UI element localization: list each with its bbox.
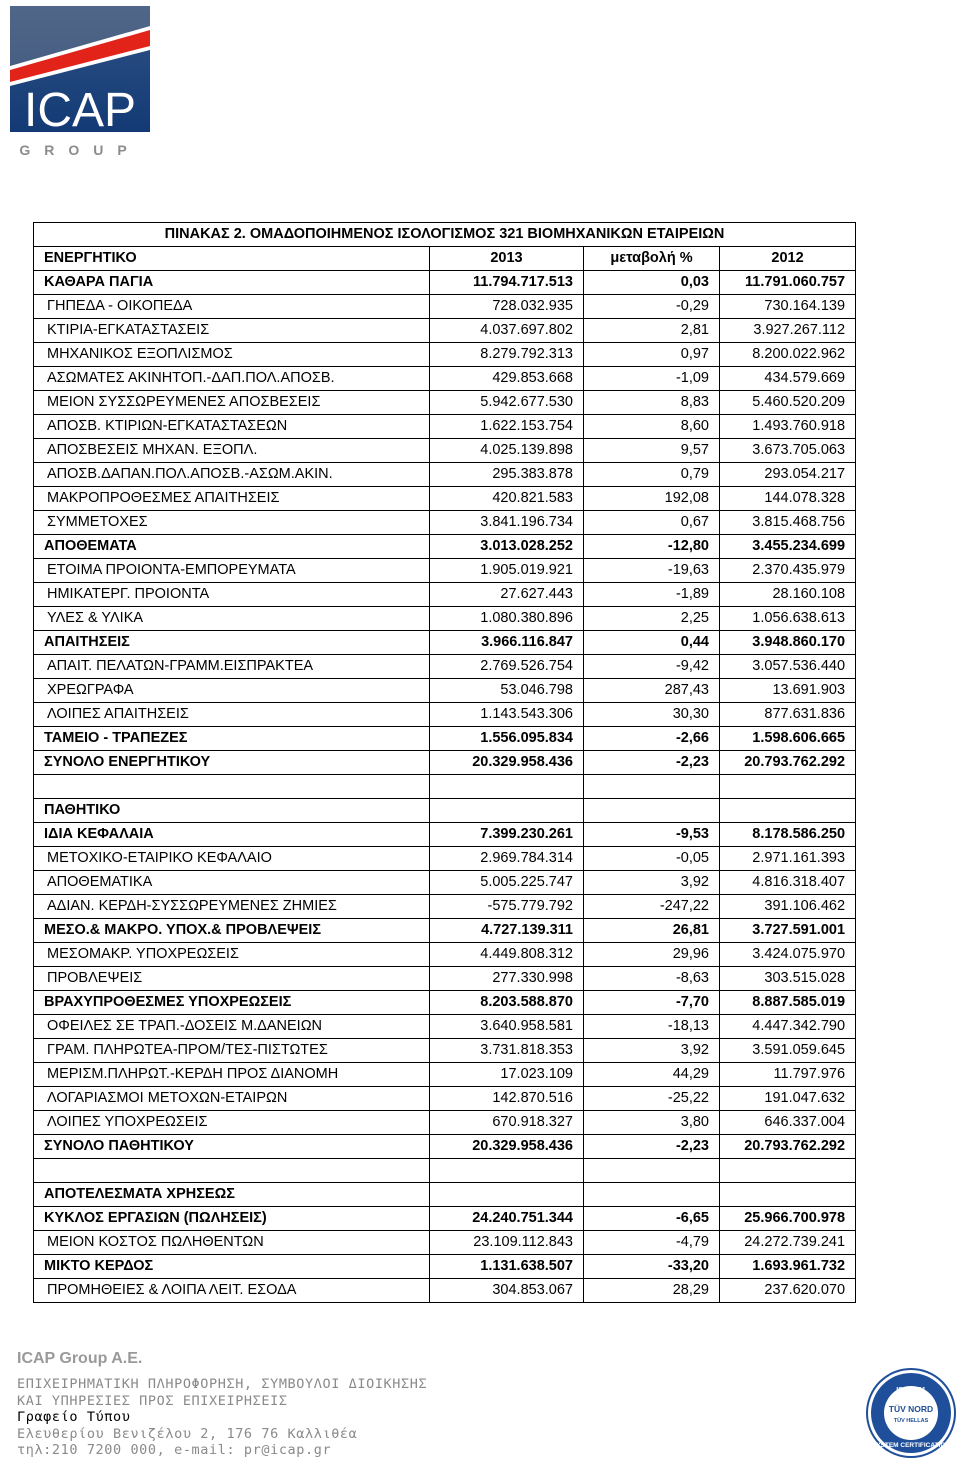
row-value-2012: 24.272.739.241 [720, 1231, 856, 1255]
row-label: ΑΠΟΣΒΕΣΕΙΣ ΜΗΧΑΝ. ΕΞΟΠΛ. [34, 439, 430, 463]
row-value-2012: 303.515.028 [720, 967, 856, 991]
table-row [34, 703, 856, 727]
row-label: ΑΠΟΘΕΜΑΤΑ [34, 535, 430, 559]
row-change-pct [584, 1159, 720, 1183]
row-change-pct: -8,63 [584, 967, 720, 991]
table-row [34, 655, 856, 679]
row-label: ΚΤΙΡΙΑ-ΕΓΚΑΤΑΣΤΑΣΕΙΣ [34, 319, 430, 343]
row-label: ΓΡΑΜ. ΠΛΗΡΩΤΕΑ-ΠΡΟΜ/ΤΕΣ-ΠΙΣΤΩΤΕΣ [34, 1039, 430, 1063]
row-value-2013: 277.330.998 [430, 967, 584, 991]
table-row [34, 1087, 856, 1111]
table-row [34, 1183, 856, 1207]
table-title-row [34, 223, 856, 247]
table-row [34, 1255, 856, 1279]
row-change-pct [584, 799, 720, 823]
row-value-2012: 11.791.060.757 [720, 271, 856, 295]
row-value-2013: 8.279.792.313 [430, 343, 584, 367]
row-label: ΜΕΙΟΝ ΣΥΣΣΩΡΕΥΜΕΝΕΣ ΑΠΟΣΒΕΣΕΙΣ [34, 391, 430, 415]
row-label: ΤΑΜΕΙΟ - ΤΡΑΠΕΖΕΣ [34, 727, 430, 751]
row-label: ΜΕΤΟΧΙΚΟ-ΕΤΑΙΡΙΚΟ ΚΕΦΑΛΑΙΟ [34, 847, 430, 871]
tuv-certification-seal [866, 1368, 956, 1458]
row-change-pct: -4,79 [584, 1231, 720, 1255]
row-value-2013 [430, 799, 584, 823]
row-value-2013: 11.794.717.513 [430, 271, 584, 295]
row-change-pct: -7,70 [584, 991, 720, 1015]
row-value-2013: 728.032.935 [430, 295, 584, 319]
row-value-2013 [430, 1159, 584, 1183]
table-row [34, 295, 856, 319]
row-label: ΗΜΙΚΑΤΕΡΓ. ΠΡΟΙΟΝΤΑ [34, 583, 430, 607]
row-change-pct: 0,79 [584, 463, 720, 487]
row-value-2012: 1.056.638.613 [720, 607, 856, 631]
row-change-pct: 8,60 [584, 415, 720, 439]
row-value-2013: 23.109.112.843 [430, 1231, 584, 1255]
row-label: ΜΕΣΟΜΑΚΡ. ΥΠΟΧΡΕΩΣΕΙΣ [34, 943, 430, 967]
row-value-2013: 4.025.139.898 [430, 439, 584, 463]
row-value-2012: 3.455.234.699 [720, 535, 856, 559]
row-change-pct [584, 775, 720, 799]
table-row [34, 559, 856, 583]
row-label: ΥΛΕΣ & ΥΛΙΚΑ [34, 607, 430, 631]
row-label: ΙΔΙΑ ΚΕΦΑΛΑΙΑ [34, 823, 430, 847]
table-row [34, 583, 856, 607]
row-value-2013: 5.942.677.530 [430, 391, 584, 415]
table-row [34, 1231, 856, 1255]
table-row [34, 871, 856, 895]
table-row [34, 823, 856, 847]
row-value-2012: 3.591.059.645 [720, 1039, 856, 1063]
row-value-2012: 20.793.762.292 [720, 751, 856, 775]
row-value-2013: 1.622.153.754 [430, 415, 584, 439]
row-change-pct: -2,66 [584, 727, 720, 751]
row-value-2013: 3.966.116.847 [430, 631, 584, 655]
row-value-2013: 4.449.808.312 [430, 943, 584, 967]
seal-sub-text: TÜV HELLAS [893, 1418, 929, 1424]
row-change-pct: 29,96 [584, 943, 720, 967]
row-label: ΧΡΕΩΓΡΑΦΑ [34, 679, 430, 703]
row-value-2012: 434.579.669 [720, 367, 856, 391]
table-row [34, 775, 856, 799]
row-change-pct: 30,30 [584, 703, 720, 727]
row-value-2013: 1.143.543.306 [430, 703, 584, 727]
row-label: ΑΠΟΘΕΜΑΤΙΚΑ [34, 871, 430, 895]
row-label [34, 1159, 430, 1183]
row-value-2012: 3.673.705.063 [720, 439, 856, 463]
row-value-2012: 8.200.022.962 [720, 343, 856, 367]
row-label: ΜΗΧΑΝΙΚΟΣ ΕΞΟΠΛΙΣΜΟΣ [34, 343, 430, 367]
table-row [34, 943, 856, 967]
row-change-pct: 44,29 [584, 1063, 720, 1087]
table-row [34, 991, 856, 1015]
row-label: ΠΡΟΜΗΘΕΙΕΣ & ΛΟΙΠΑ ΛΕΙΤ. ΕΣΟΔΑ [34, 1279, 430, 1303]
logo-brand-text: ICAP [23, 84, 137, 137]
table-row [34, 1207, 856, 1231]
row-value-2013: 429.853.668 [430, 367, 584, 391]
row-change-pct: -0,05 [584, 847, 720, 871]
row-value-2013: 7.399.230.261 [430, 823, 584, 847]
row-change-pct: -18,13 [584, 1015, 720, 1039]
icap-group-logo [10, 6, 150, 158]
row-value-2012: 3.057.536.440 [720, 655, 856, 679]
row-label: ΑΔΙΑΝ. ΚΕΡΔΗ-ΣΥΣΣΩΡΕΥΜΕΝΕΣ ΖΗΜΙΕΣ [34, 895, 430, 919]
row-label: ΣΥΝΟΛΟ ΠΑΘΗΤΙΚΟΥ [34, 1135, 430, 1159]
row-value-2013: 53.046.798 [430, 679, 584, 703]
row-change-pct: -9,42 [584, 655, 720, 679]
row-label [34, 775, 430, 799]
row-value-2012: 25.966.700.978 [720, 1207, 856, 1231]
row-value-2013: 420.821.583 [430, 487, 584, 511]
row-change-pct: 0,97 [584, 343, 720, 367]
footer [17, 1350, 427, 1459]
footer-line-3: Γραφείο Τύπου [17, 1409, 131, 1425]
row-change-pct: -9,53 [584, 823, 720, 847]
row-value-2012: 3.815.468.756 [720, 511, 856, 535]
row-change-pct: 2,81 [584, 319, 720, 343]
row-change-pct: 26,81 [584, 919, 720, 943]
row-value-2012: 191.047.632 [720, 1087, 856, 1111]
table-row [34, 631, 856, 655]
seal-ring-text: SYSTEM CERTIFICATION [871, 1442, 951, 1449]
row-label: ΑΠΟΣΒ.ΔΑΠΑΝ.ΠΟΛ.ΑΠΟΣΒ.-ΑΣΩΜ.ΑΚΙΝ. [34, 463, 430, 487]
table-row [34, 271, 856, 295]
row-value-2013: 2.769.526.754 [430, 655, 584, 679]
table-row [34, 607, 856, 631]
row-value-2013 [430, 775, 584, 799]
table-row [34, 319, 856, 343]
row-value-2013: 3.013.028.252 [430, 535, 584, 559]
row-change-pct: -2,23 [584, 1135, 720, 1159]
row-label: ΛΟΙΠΕΣ ΑΠΑΙΤΗΣΕΙΣ [34, 703, 430, 727]
row-value-2013: 20.329.958.436 [430, 751, 584, 775]
table-row [34, 727, 856, 751]
row-change-pct: 3,80 [584, 1111, 720, 1135]
row-value-2012: 13.691.903 [720, 679, 856, 703]
row-change-pct: -1,89 [584, 583, 720, 607]
row-label: ΠΡΟΒΛΕΨΕΙΣ [34, 967, 430, 991]
row-value-2012: 2.971.161.393 [720, 847, 856, 871]
footer-line-4: Ελευθερίου Βενιζέλου 2, 176 76 Καλλιθέα [17, 1425, 358, 1442]
logo-sub-text: GROUP [19, 142, 141, 158]
row-value-2013: 4.037.697.802 [430, 319, 584, 343]
row-value-2012: 730.164.139 [720, 295, 856, 319]
row-label: ΜΙΚΤΟ ΚΕΡΔΟΣ [34, 1255, 430, 1279]
row-value-2012: 3.727.591.001 [720, 919, 856, 943]
table-title: ΠΙΝΑΚΑΣ 2. ΟΜΑΔΟΠΟΙΗΜΕΝΟΣ ΙΣΟΛΟΓΙΣΜΟΣ 321 ΒΙΟΜΗΧΑΝΙΚΩΝ ΕΤΑΙΡΕΙΩΝ [34, 223, 856, 247]
row-value-2012: 877.631.836 [720, 703, 856, 727]
row-value-2013: 4.727.139.311 [430, 919, 584, 943]
row-change-pct: 2,25 [584, 607, 720, 631]
row-change-pct: 3,92 [584, 1039, 720, 1063]
row-value-2012: 28.160.108 [720, 583, 856, 607]
table-row [34, 847, 856, 871]
table-row [34, 1063, 856, 1087]
row-value-2013: 304.853.067 [430, 1279, 584, 1303]
footer-line-5: τηλ:210 7200 000, e-mail: pr@icap.gr [17, 1442, 332, 1458]
row-change-pct: -247,22 [584, 895, 720, 919]
row-change-pct: 28,29 [584, 1279, 720, 1303]
table-row [34, 511, 856, 535]
row-change-pct: 287,43 [584, 679, 720, 703]
row-value-2012: 3.424.075.970 [720, 943, 856, 967]
row-value-2012: 1.693.961.732 [720, 1255, 856, 1279]
table-row [34, 1279, 856, 1303]
row-value-2012: 5.460.520.209 [720, 391, 856, 415]
row-value-2012: 3.927.267.112 [720, 319, 856, 343]
row-value-2013: 24.240.751.344 [430, 1207, 584, 1231]
row-value-2013: 1.080.380.896 [430, 607, 584, 631]
seal-brand-text: TÜV NORD [888, 1404, 934, 1414]
row-label: ΜΕΣΟ.& ΜΑΚΡΟ. ΥΠΟΧ.& ΠΡΟΒΛΕΨΕΙΣ [34, 919, 430, 943]
row-value-2013: 3.841.196.734 [430, 511, 584, 535]
row-value-2013: 670.918.327 [430, 1111, 584, 1135]
table-row [34, 367, 856, 391]
row-label: ΑΠΑΙΤΗΣΕΙΣ [34, 631, 430, 655]
row-label: ΛΟΓΑΡΙΑΣΜΟΙ ΜΕΤΟΧΩΝ-ΕΤΑΙΡΩΝ [34, 1087, 430, 1111]
table-row [34, 1111, 856, 1135]
row-label: ΑΠΟΤΕΛΕΣΜΑΤΑ ΧΡΗΣΕΩΣ [34, 1183, 430, 1207]
row-value-2013: 1.131.638.507 [430, 1255, 584, 1279]
row-change-pct: -2,23 [584, 751, 720, 775]
row-value-2013: 20.329.958.436 [430, 1135, 584, 1159]
row-value-2012: 4.816.318.407 [720, 871, 856, 895]
table-row [34, 895, 856, 919]
row-value-2012: 20.793.762.292 [720, 1135, 856, 1159]
row-change-pct: -6,65 [584, 1207, 720, 1231]
footer-line-1: ΕΠΙΧΕΙΡΗΜΑΤΙΚΗ ΠΛΗΡΟΦΟΡΗΣΗ, ΣΥΜΒΟΥΛΟΙ ΔΙΟΙΚΗΣΗΣ [17, 1376, 428, 1392]
row-value-2013: 295.383.878 [430, 463, 584, 487]
row-change-pct: -12,80 [584, 535, 720, 559]
row-value-2012: 11.797.976 [720, 1063, 856, 1087]
row-value-2012: 1.493.760.918 [720, 415, 856, 439]
row-value-2013: 142.870.516 [430, 1087, 584, 1111]
row-label: ΜΑΚΡΟΠΡΟΘΕΣΜΕΣ ΑΠΑΙΤΗΣΕΙΣ [34, 487, 430, 511]
row-value-2012: 3.948.860.170 [720, 631, 856, 655]
row-label: ΑΣΩΜΑΤΕΣ ΑΚΙΝΗΤΟΠ.-ΔΑΠ.ΠΟΛ.ΑΠΟΣΒ. [34, 367, 430, 391]
row-value-2012 [720, 1159, 856, 1183]
row-value-2012: 144.078.328 [720, 487, 856, 511]
row-label: ΕΤΟΙΜΑ ΠΡΟΙΟΝΤΑ-ΕΜΠΟΡΕΥΜΑΤΑ [34, 559, 430, 583]
header-label: ΕΝΕΡΓΗΤΙΚΟ [34, 247, 430, 271]
row-change-pct: -0,29 [584, 295, 720, 319]
row-value-2013: 17.023.109 [430, 1063, 584, 1087]
table-row [34, 1039, 856, 1063]
row-value-2012: 391.106.462 [720, 895, 856, 919]
row-value-2012: 4.447.342.790 [720, 1015, 856, 1039]
balance-sheet-table [33, 222, 856, 1303]
row-label: ΓΗΠΕΔΑ - ΟΙΚΟΠΕΔΑ [34, 295, 430, 319]
row-change-pct: -33,20 [584, 1255, 720, 1279]
footer-line-2: ΚΑΙ ΥΠΗΡΕΣΙΕΣ ΠΡΟΣ ΕΠΙΧΕΙΡΗΣΕΙΣ [17, 1392, 288, 1409]
table-row [34, 919, 856, 943]
table-row [34, 1159, 856, 1183]
row-value-2012 [720, 775, 856, 799]
row-label: ΠΑΘΗΤΙΚΟ [34, 799, 430, 823]
row-value-2013: 3.640.958.581 [430, 1015, 584, 1039]
row-label: ΑΠΟΣΒ. ΚΤΙΡΙΩΝ-ΕΓΚΑΤΑΣΤΑΣΕΩΝ [34, 415, 430, 439]
row-label: ΑΠΑΙΤ. ΠΕΛΑΤΩΝ-ΓΡΑΜΜ.ΕΙΣΠΡΑΚΤΕΑ [34, 655, 430, 679]
table-row [34, 391, 856, 415]
row-label: ΣΥΝΟΛΟ ΕΝΕΡΓΗΤΙΚΟΥ [34, 751, 430, 775]
table-row [34, 1015, 856, 1039]
row-value-2013: 1.905.019.921 [430, 559, 584, 583]
row-value-2013: 3.731.818.353 [430, 1039, 584, 1063]
row-value-2012: 8.178.586.250 [720, 823, 856, 847]
row-value-2013 [430, 1183, 584, 1207]
seal-iso-text: ISO 9001 [896, 1387, 926, 1394]
row-value-2012: 293.054.217 [720, 463, 856, 487]
table-row [34, 679, 856, 703]
table-row [34, 1135, 856, 1159]
header-2012: 2012 [720, 247, 856, 271]
row-value-2013: 8.203.588.870 [430, 991, 584, 1015]
row-value-2013: -575.779.792 [430, 895, 584, 919]
table-row [34, 751, 856, 775]
table-row [34, 967, 856, 991]
row-value-2012 [720, 1183, 856, 1207]
row-value-2013: 1.556.095.834 [430, 727, 584, 751]
table-row [34, 343, 856, 367]
row-value-2013: 27.627.443 [430, 583, 584, 607]
table-header-row [34, 247, 856, 271]
row-value-2013: 5.005.225.747 [430, 871, 584, 895]
row-value-2013: 2.969.784.314 [430, 847, 584, 871]
row-label: ΣΥΜΜΕΤΟΧΕΣ [34, 511, 430, 535]
row-change-pct: 0,67 [584, 511, 720, 535]
row-label: ΚΑΘΑΡΑ ΠΑΓΙΑ [34, 271, 430, 295]
table-row [34, 535, 856, 559]
row-label: ΒΡΑΧΥΠΡΟΘΕΣΜΕΣ ΥΠΟΧΡΕΩΣΕΙΣ [34, 991, 430, 1015]
row-label: ΚΥΚΛΟΣ ΕΡΓΑΣΙΩΝ (ΠΩΛΗΣΕΙΣ) [34, 1207, 430, 1231]
row-label: ΜΕΡΙΣΜ.ΠΛΗΡΩΤ.-ΚΕΡΔΗ ΠΡΟΣ ΔΙΑΝΟΜΗ [34, 1063, 430, 1087]
row-change-pct: 8,83 [584, 391, 720, 415]
row-change-pct [584, 1183, 720, 1207]
row-change-pct: 192,08 [584, 487, 720, 511]
row-value-2012: 1.598.606.665 [720, 727, 856, 751]
row-change-pct: 0,44 [584, 631, 720, 655]
header-change: μεταβολή % [584, 247, 720, 271]
row-change-pct: -19,63 [584, 559, 720, 583]
row-value-2012: 646.337.004 [720, 1111, 856, 1135]
row-value-2012: 2.370.435.979 [720, 559, 856, 583]
row-change-pct: 0,03 [584, 271, 720, 295]
row-label: ΟΦΕΙΛΕΣ ΣΕ ΤΡΑΠ.-ΔΟΣΕΙΣ Μ.ΔΑΝΕΙΩΝ [34, 1015, 430, 1039]
row-change-pct: 3,92 [584, 871, 720, 895]
row-change-pct: -1,09 [584, 367, 720, 391]
row-value-2012: 8.887.585.019 [720, 991, 856, 1015]
row-label: ΛΟΙΠΕΣ ΥΠΟΧΡΕΩΣΕΙΣ [34, 1111, 430, 1135]
header-2013: 2013 [430, 247, 584, 271]
table-row [34, 439, 856, 463]
footer-company: ICAP Group A.E. [17, 1350, 143, 1367]
table-row [34, 799, 856, 823]
table-row [34, 463, 856, 487]
row-change-pct: 9,57 [584, 439, 720, 463]
row-value-2012 [720, 799, 856, 823]
table-row [34, 487, 856, 511]
table-row [34, 415, 856, 439]
row-label: ΜΕΙΟΝ ΚΟΣΤΟΣ ΠΩΛΗΘΕΝΤΩΝ [34, 1231, 430, 1255]
row-change-pct: -25,22 [584, 1087, 720, 1111]
row-value-2012: 237.620.070 [720, 1279, 856, 1303]
